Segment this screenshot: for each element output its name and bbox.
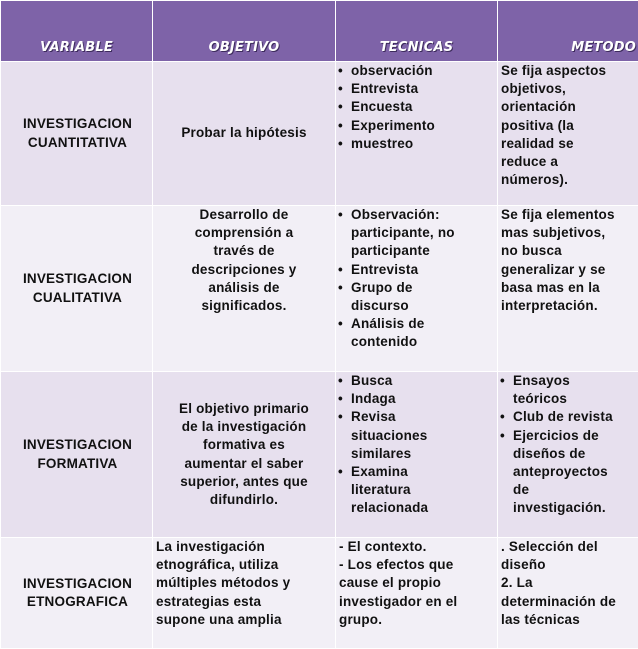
objetivo-line: estrategias esta (156, 593, 332, 611)
metodo-cell (498, 372, 638, 538)
list-item: • Examina literatura relacionada (351, 463, 497, 518)
header-tecnicas: TECNICAS (336, 1, 498, 62)
metodo-line: diseño (501, 556, 637, 574)
list-item: • Grupo de discurso (351, 279, 497, 315)
objetivo-cell (153, 206, 336, 372)
header-row (1, 1, 638, 62)
variable-line: FORMATIVA (3, 455, 152, 473)
objetivo-line: formativa es (157, 436, 331, 454)
objetivo-cell (153, 372, 336, 538)
tecnicas-cell (336, 206, 498, 372)
metodo-line: basa mas en la (501, 279, 637, 297)
bullet-icon: • (338, 315, 343, 333)
list-item: • Indaga (351, 390, 497, 408)
metodo-line: positiva (la (501, 117, 637, 135)
list-item: • Entrevista (351, 261, 497, 279)
objetivo-line: supone una amplia (156, 611, 332, 629)
table-row (1, 62, 638, 206)
tecnicas-line: grupo. (339, 611, 494, 629)
variable-cell (1, 372, 153, 538)
header-metodo: METODO (498, 1, 638, 62)
tecnicas-cell (336, 538, 498, 649)
metodo-line: reduce a (501, 153, 637, 171)
list-item: • Encuesta (351, 98, 497, 116)
list-item: • Análisis de contenido (351, 315, 497, 351)
metodo-line: Se fija aspectos (501, 62, 637, 80)
variable-cell (1, 62, 153, 206)
metodo-line: no busca (501, 242, 637, 260)
bullet-icon: • (338, 390, 343, 408)
metodo-line: mas subjetivos, (501, 224, 637, 242)
metodo-line: las técnicas (501, 611, 637, 629)
objetivo-line: comprensión a (159, 224, 329, 242)
bullet-icon: • (338, 98, 343, 116)
variable-cell (1, 206, 153, 372)
bullet-icon: • (338, 261, 343, 279)
bullet-icon: • (338, 135, 343, 153)
bullet-icon: • (338, 279, 343, 297)
list-item: • Experimento (351, 117, 497, 135)
objetivo-line: etnográfica, utiliza (156, 556, 332, 574)
metodo-line: interpretación. (501, 297, 637, 315)
metodo-list (498, 372, 638, 518)
tecnicas-line: - El contexto. (339, 538, 494, 556)
header-objetivo: OBJETIVO (153, 1, 336, 62)
tecnicas-line: - Los efectos que (339, 556, 494, 574)
objetivo-line: de la investigación (157, 418, 331, 436)
tecnicas-cell (336, 372, 498, 538)
variable-line: INVESTIGACION (3, 115, 152, 133)
variable-line: CUANTITATIVA (3, 134, 152, 152)
table-row (1, 538, 638, 649)
bullet-icon: • (338, 372, 343, 390)
bullet-icon: • (338, 80, 343, 98)
objetivo-line: análisis de (159, 279, 329, 297)
metodo-line: realidad se (501, 135, 637, 153)
variable-line: INVESTIGACION (3, 270, 152, 288)
bullet-icon: • (338, 206, 343, 224)
tecnicas-line: cause el propio (339, 574, 494, 592)
bullet-icon: • (338, 117, 343, 135)
metodo-line: determinación de (501, 593, 637, 611)
objetivo-line: Probar la hipótesis (157, 124, 331, 142)
variable-cell (1, 538, 153, 649)
metodo-line: números). (501, 171, 637, 189)
metodo-line: 2. La (501, 574, 637, 592)
list-item: • Club de revista (513, 408, 638, 426)
objetivo-line: El objetivo primario (157, 400, 331, 418)
list-item: • Revisa situaciones similares (351, 408, 497, 463)
bullet-icon: • (500, 427, 505, 445)
bullet-icon: • (338, 62, 343, 80)
metodo-line: orientación (501, 98, 637, 116)
list-item: • Ejercicios de diseños de anteproyectos de investigación. (513, 427, 638, 518)
list-item: • Entrevista (351, 80, 497, 98)
bullet-icon: • (338, 408, 343, 426)
objetivo-line: múltiples métodos y (156, 574, 332, 592)
objetivo-line: descripciones y (159, 261, 329, 279)
bullet-icon: • (500, 372, 505, 390)
objetivo-line: Desarrollo de (159, 206, 329, 224)
objetivo-line: significados. (159, 297, 329, 315)
objetivo-line: difundirlo. (157, 491, 331, 509)
metodo-line: . Selección del (501, 538, 637, 556)
objetivo-line: aumentar el saber (157, 455, 331, 473)
tecnicas-list (336, 206, 497, 352)
list-item: • Busca (351, 372, 497, 390)
list-item: • Ensayos teóricos (513, 372, 638, 408)
metodo-cell (498, 538, 638, 649)
metodo-line: objetivos, (501, 80, 637, 98)
table-row (1, 372, 638, 538)
objetivo-line: superior, antes que (157, 473, 331, 491)
tecnicas-list (336, 372, 497, 518)
table-row (1, 206, 638, 372)
metodo-cell (498, 206, 638, 372)
objetivo-line: La investigación (156, 538, 332, 556)
variable-line: INVESTIGACION (3, 436, 152, 454)
objetivo-cell (153, 62, 336, 206)
header-variable: VARIABLE (1, 1, 153, 62)
list-item: • observación (351, 62, 497, 80)
tecnicas-cell (336, 62, 498, 206)
bullet-icon: • (500, 408, 505, 426)
metodo-line: generalizar y se (501, 261, 637, 279)
variable-line: CUALITATIVA (3, 289, 152, 307)
list-item: • muestreo (351, 135, 497, 153)
tecnicas-list (336, 62, 497, 153)
objetivo-line: través de (159, 242, 329, 260)
objetivo-cell (153, 538, 336, 649)
list-item: • Observación: participante, no participante (351, 206, 497, 261)
variable-line: ETNOGRAFICA (3, 593, 152, 611)
tecnicas-line: investigador en el (339, 593, 494, 611)
metodo-line: Se fija elementos (501, 206, 637, 224)
bullet-icon: • (338, 463, 343, 481)
metodo-cell (498, 62, 638, 206)
variable-line: INVESTIGACION (3, 575, 152, 593)
